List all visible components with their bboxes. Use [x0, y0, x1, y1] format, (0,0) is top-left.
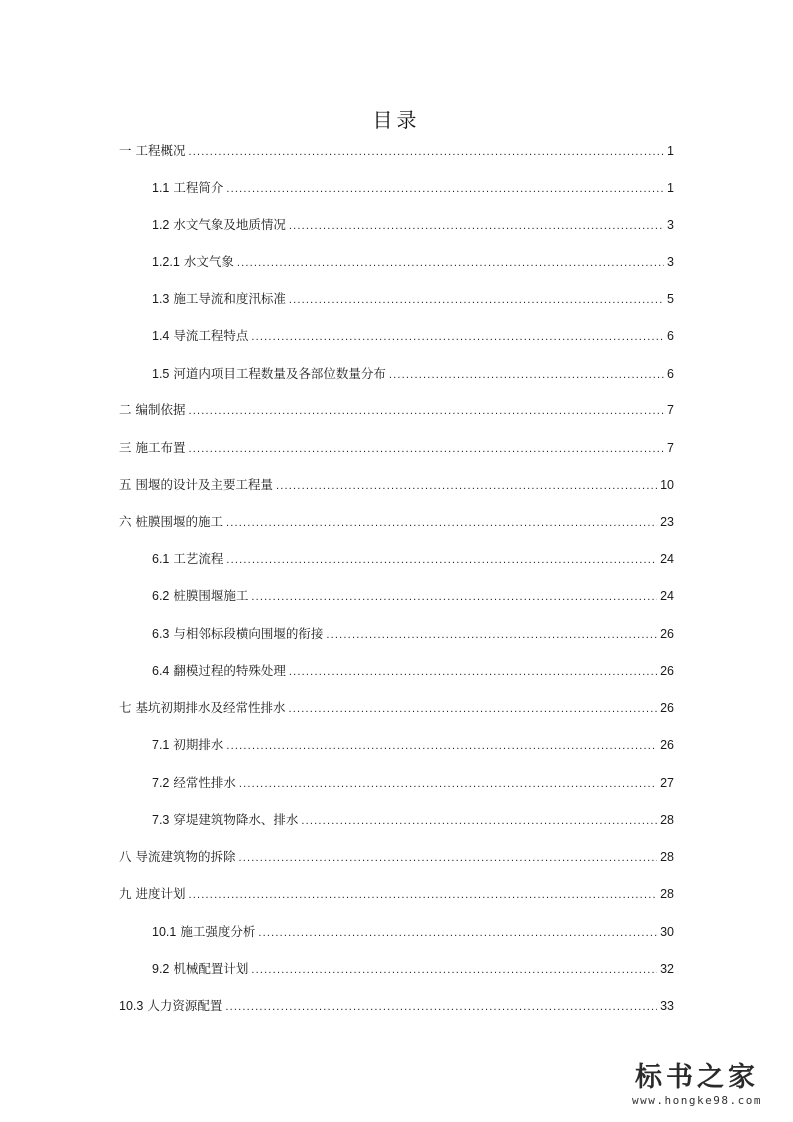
- toc-leader-dots: [276, 477, 657, 495]
- toc-entry-page: 6: [667, 329, 674, 343]
- toc-leader-dots: [289, 663, 657, 681]
- toc-entry-number: 6.4: [152, 664, 170, 678]
- toc-leader-dots: [189, 402, 665, 420]
- toc-entry[interactable]: [152, 662, 674, 680]
- toc-entry[interactable]: [119, 513, 674, 531]
- toc-leader-dots: [239, 775, 657, 793]
- toc-entry-page: 27: [660, 776, 674, 790]
- toc-entry-page: 1: [667, 144, 674, 158]
- toc-leader-dots: [289, 700, 658, 718]
- toc-leader-dots: [189, 886, 658, 904]
- toc-entry-label: 翻模过程的特殊处理: [173, 663, 286, 678]
- toc-entry-page: 5: [667, 292, 674, 306]
- toc-entry[interactable]: [152, 811, 674, 829]
- toc-entry-label: 围堰的设计及主要工程量: [135, 477, 274, 492]
- toc-entry-number: 二: [119, 403, 132, 417]
- toc-entry-page: 10: [660, 478, 674, 492]
- toc-entry[interactable]: [119, 439, 674, 457]
- toc-entry-label: 施工布置: [135, 440, 186, 455]
- toc-entry[interactable]: [152, 960, 674, 978]
- toc-entry-page: 28: [660, 850, 674, 864]
- toc-entry-number: 9.2: [152, 962, 170, 976]
- toc-entry[interactable]: [152, 290, 674, 308]
- toc-title: 目录: [372, 108, 421, 132]
- toc-entry-number: 1.4: [152, 329, 170, 343]
- toc-entry[interactable]: [152, 736, 674, 754]
- toc-entry-number: 1.3: [152, 292, 170, 306]
- toc-entry-page: 28: [660, 887, 674, 901]
- toc-entry-number: 三: [119, 441, 132, 455]
- toc-entry-label: 施工强度分析: [180, 924, 256, 939]
- toc-entry-label: 初期排水: [173, 737, 224, 752]
- toc-leader-dots: [226, 551, 657, 569]
- toc-entry[interactable]: [152, 625, 674, 643]
- toc-entry[interactable]: [119, 997, 674, 1015]
- toc-leader-dots: [226, 737, 657, 755]
- toc-entry-page: 30: [660, 925, 674, 939]
- toc-leader-dots: [289, 291, 664, 309]
- toc-entry-page: 6: [667, 367, 674, 381]
- toc-entry-page: 26: [660, 701, 674, 715]
- toc-entry-page: 26: [660, 627, 674, 641]
- toc-leader-dots: [301, 812, 657, 830]
- toc-entry[interactable]: [152, 327, 674, 345]
- toc-entry-label: 桩膜围堰施工: [173, 588, 249, 603]
- toc-entry-number: 八: [119, 850, 132, 864]
- toc-leader-dots: [389, 366, 664, 384]
- toc-entry[interactable]: [152, 216, 674, 234]
- toc-entry-label: 导流工程特点: [173, 328, 249, 343]
- toc-entry[interactable]: [119, 885, 674, 903]
- toc-entry-label: 水文气象及地质情况: [173, 217, 286, 232]
- toc-entry-number: 1.2.1: [152, 255, 180, 269]
- toc-entry-label: 穿堤建筑物降水、排水: [173, 812, 299, 827]
- toc-entry-number: 一: [119, 144, 132, 158]
- toc-entry-page: 7: [667, 441, 674, 455]
- toc-entry-number: 九: [119, 887, 132, 901]
- toc-entry-label: 与相邻标段横向围堰的衔接: [173, 626, 324, 641]
- toc-leader-dots: [226, 180, 664, 198]
- toc-entry-number: 6.2: [152, 589, 170, 603]
- toc-entry-label: 河道内项目工程数量及各部位数量分布: [173, 366, 386, 381]
- site-watermark: [617, 1062, 777, 1108]
- toc-entry[interactable]: [119, 401, 674, 419]
- toc-entry-label: 基坑初期排水及经常性排水: [135, 700, 286, 715]
- toc-entry-page: 26: [660, 664, 674, 678]
- toc-entry-number: 7.2: [152, 776, 170, 790]
- toc-entry-number: 1.1: [152, 181, 170, 195]
- toc-entry[interactable]: [119, 142, 674, 160]
- toc-leader-dots: [237, 254, 664, 272]
- toc-entry-number: 6.1: [152, 552, 170, 566]
- toc-entry-label: 工程简介: [173, 180, 224, 195]
- toc-leader-dots: [189, 440, 665, 458]
- toc-entry[interactable]: [119, 699, 674, 717]
- toc-entry-label: 水文气象: [183, 254, 234, 269]
- toc-entry[interactable]: [152, 587, 674, 605]
- toc-entry-page: 24: [660, 552, 674, 566]
- toc-entry-label: 工艺流程: [173, 551, 224, 566]
- toc-leader-dots: [189, 143, 665, 161]
- toc-leader-dots: [226, 514, 657, 532]
- toc-entry-label: 编制依据: [135, 402, 186, 417]
- toc-entry[interactable]: [152, 253, 674, 271]
- toc-leader-dots: [289, 217, 664, 235]
- toc-entry[interactable]: [119, 476, 674, 494]
- toc-entry-label: 施工导流和度汛标准: [173, 291, 286, 306]
- watermark-url: www.hongke98.com: [632, 1094, 762, 1107]
- toc-entry[interactable]: [119, 848, 674, 866]
- toc-entry[interactable]: [152, 923, 674, 941]
- toc-entry-page: 24: [660, 589, 674, 603]
- toc-entry-label: 桩膜围堰的施工: [135, 514, 224, 529]
- toc-entry-label: 人力资源配置: [147, 998, 223, 1013]
- toc-leader-dots: [251, 961, 657, 979]
- toc-entry-number: 五: [119, 478, 132, 492]
- toc-leader-dots: [326, 626, 657, 644]
- toc-entry-page: 3: [667, 218, 674, 232]
- toc-leader-dots: [251, 328, 664, 346]
- toc-entry[interactable]: [152, 774, 674, 792]
- toc-entry-page: 23: [660, 515, 674, 529]
- toc-entry[interactable]: [152, 550, 674, 568]
- watermark-logo-text: 标书之家: [635, 1062, 759, 1093]
- toc-entry-number: 7.1: [152, 738, 170, 752]
- toc-leader-dots: [239, 849, 658, 867]
- toc-entry-page: 1: [667, 181, 674, 195]
- toc-entry-label: 工程概况: [135, 143, 186, 158]
- toc-entry-label: 经常性排水: [173, 775, 236, 790]
- toc-leader-dots: [258, 924, 657, 942]
- toc-entry-number: 六: [119, 515, 132, 529]
- toc-entry-page: 28: [660, 813, 674, 827]
- toc-entry-label: 进度计划: [135, 886, 186, 901]
- toc-entry-page: 26: [660, 738, 674, 752]
- toc-entry-number: 10.1: [152, 925, 177, 939]
- toc-leader-dots: [251, 588, 657, 606]
- toc-entry-label: 导流建筑物的拆除: [135, 849, 236, 864]
- toc-entry-number: 7.3: [152, 813, 170, 827]
- toc-entry-page: 3: [667, 255, 674, 269]
- toc-entry-number: 6.3: [152, 627, 170, 641]
- toc-entry-page: 33: [660, 999, 674, 1013]
- toc-entry-page: 7: [667, 403, 674, 417]
- toc-entry-number: 10.3: [119, 999, 144, 1013]
- toc-entry[interactable]: [152, 365, 674, 383]
- toc-entry-page: 32: [660, 962, 674, 976]
- toc-entry[interactable]: [152, 179, 674, 197]
- toc-entry-number: 1.2: [152, 218, 170, 232]
- toc-leader-dots: [225, 998, 657, 1016]
- toc-entry-number: 七: [119, 701, 132, 715]
- toc-entry-label: 机械配置计划: [173, 961, 249, 976]
- toc-entry-number: 1.5: [152, 367, 170, 381]
